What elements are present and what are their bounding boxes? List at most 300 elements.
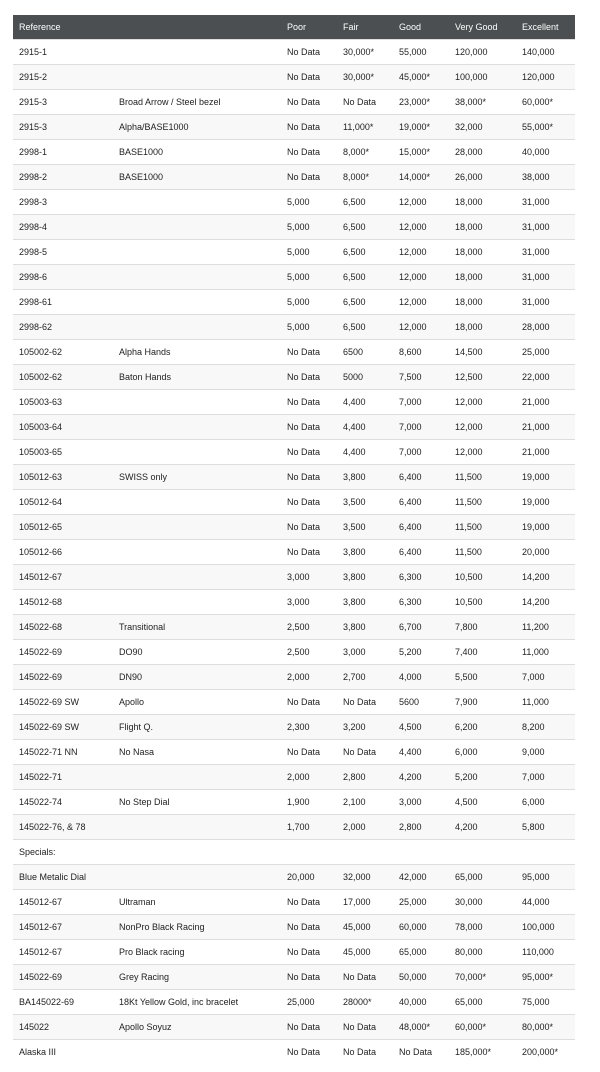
table-row	[13, 915, 575, 940]
table-row	[13, 1040, 575, 1065]
table-row	[13, 740, 575, 765]
table-row	[13, 265, 575, 290]
cell-fair: 3,500	[337, 490, 393, 515]
cell-very-good: 100,000	[449, 65, 516, 90]
table-body	[13, 40, 575, 1065]
table-row	[13, 790, 575, 815]
cell-good: 25,000	[393, 890, 449, 915]
cell-reference: 2998-2	[13, 165, 113, 190]
cell-fair: 3,800	[337, 590, 393, 615]
cell-description: 18Kt Yellow Gold, inc bracelet	[113, 990, 281, 1015]
price-table-container	[13, 15, 575, 1064]
price-table	[13, 15, 575, 1064]
cell-description	[113, 290, 281, 315]
cell-very-good: 18,000	[449, 215, 516, 240]
cell-excellent: 31,000	[516, 290, 575, 315]
cell-excellent: 40,000	[516, 140, 575, 165]
header-very-good: Very Good	[449, 15, 516, 40]
cell-good: No Data	[393, 1040, 449, 1065]
cell-reference: 2915-2	[13, 65, 113, 90]
cell-description	[113, 490, 281, 515]
cell-good: 12,000	[393, 265, 449, 290]
cell-reference: 145012-67	[13, 565, 113, 590]
cell-very-good: 12,000	[449, 390, 516, 415]
cell-very-good: 80,000	[449, 940, 516, 965]
cell-good: 14,000*	[393, 165, 449, 190]
cell-fair: 6,500	[337, 190, 393, 215]
cell-poor: No Data	[281, 540, 337, 565]
cell-excellent: 25,000	[516, 340, 575, 365]
cell-good: 12,000	[393, 190, 449, 215]
cell-good: 6,300	[393, 565, 449, 590]
cell-very-good: 12,500	[449, 365, 516, 390]
cell-excellent: 19,000	[516, 490, 575, 515]
table-row	[13, 390, 575, 415]
cell-excellent	[516, 840, 575, 865]
cell-very-good: 18,000	[449, 315, 516, 340]
cell-reference: 2915-3	[13, 90, 113, 115]
header-excellent: Excellent	[516, 15, 575, 40]
cell-reference: 105002-62	[13, 365, 113, 390]
cell-poor: 5,000	[281, 240, 337, 265]
cell-excellent: 38,000	[516, 165, 575, 190]
table-row	[13, 140, 575, 165]
cell-excellent: 11,200	[516, 615, 575, 640]
cell-good: 6,700	[393, 615, 449, 640]
cell-description	[113, 440, 281, 465]
cell-very-good: 6,000	[449, 740, 516, 765]
cell-very-good: 12,000	[449, 415, 516, 440]
cell-poor: 3,000	[281, 565, 337, 590]
cell-reference: 2998-3	[13, 190, 113, 215]
cell-excellent: 14,200	[516, 590, 575, 615]
cell-fair: 4,400	[337, 440, 393, 465]
cell-good: 5,200	[393, 640, 449, 665]
cell-good: 12,000	[393, 315, 449, 340]
cell-reference: 105012-63	[13, 465, 113, 490]
cell-description	[113, 390, 281, 415]
cell-good: 4,500	[393, 715, 449, 740]
cell-good: 12,000	[393, 240, 449, 265]
cell-reference: Blue Metalic Dial	[13, 865, 113, 890]
cell-very-good: 32,000	[449, 115, 516, 140]
cell-reference: 145022-71 NN	[13, 740, 113, 765]
cell-description	[113, 40, 281, 65]
cell-poor: 5,000	[281, 265, 337, 290]
cell-reference: 145022	[13, 1015, 113, 1040]
cell-good: 7,000	[393, 440, 449, 465]
cell-poor: 2,300	[281, 715, 337, 740]
cell-description: Alpha Hands	[113, 340, 281, 365]
cell-reference: 105012-66	[13, 540, 113, 565]
table-row	[13, 640, 575, 665]
cell-fair: 3,800	[337, 565, 393, 590]
cell-reference: 2998-5	[13, 240, 113, 265]
cell-excellent: 95,000*	[516, 965, 575, 990]
cell-reference: 2998-6	[13, 265, 113, 290]
cell-very-good: 11,500	[449, 490, 516, 515]
cell-good: 6,400	[393, 515, 449, 540]
cell-fair: 30,000*	[337, 65, 393, 90]
cell-poor	[281, 840, 337, 865]
cell-very-good: 10,500	[449, 590, 516, 615]
cell-reference: 145022-71	[13, 765, 113, 790]
header-poor: Poor	[281, 15, 337, 40]
cell-good: 45,000*	[393, 65, 449, 90]
table-row	[13, 190, 575, 215]
cell-fair: 3,800	[337, 465, 393, 490]
cell-excellent: 21,000	[516, 390, 575, 415]
cell-very-good: 185,000*	[449, 1040, 516, 1065]
cell-poor: No Data	[281, 340, 337, 365]
cell-fair: 2,100	[337, 790, 393, 815]
table-row	[13, 665, 575, 690]
cell-fair: 3,000	[337, 640, 393, 665]
cell-description	[113, 765, 281, 790]
cell-very-good: 6,200	[449, 715, 516, 740]
cell-very-good: 38,000*	[449, 90, 516, 115]
cell-reference: 145012-67	[13, 940, 113, 965]
cell-excellent: 7,000	[516, 765, 575, 790]
cell-very-good: 4,200	[449, 815, 516, 840]
cell-good: 6,400	[393, 490, 449, 515]
cell-description	[113, 590, 281, 615]
table-row	[13, 40, 575, 65]
cell-description: Alpha/BASE1000	[113, 115, 281, 140]
table-row	[13, 215, 575, 240]
cell-poor: 2,500	[281, 615, 337, 640]
table-row	[13, 540, 575, 565]
cell-description: Grey Racing	[113, 965, 281, 990]
cell-excellent: 5,800	[516, 815, 575, 840]
cell-description: NonPro Black Racing	[113, 915, 281, 940]
table-header	[13, 15, 575, 40]
cell-description	[113, 265, 281, 290]
cell-description	[113, 190, 281, 215]
cell-very-good: 7,800	[449, 615, 516, 640]
cell-reference: 2915-3	[13, 115, 113, 140]
cell-very-good: 78,000	[449, 915, 516, 940]
cell-fair: 8,000*	[337, 140, 393, 165]
cell-poor: No Data	[281, 490, 337, 515]
cell-good: 5600	[393, 690, 449, 715]
cell-very-good: 30,000	[449, 890, 516, 915]
cell-fair: 4,400	[337, 415, 393, 440]
cell-description: Apollo	[113, 690, 281, 715]
cell-poor: No Data	[281, 740, 337, 765]
cell-poor: No Data	[281, 140, 337, 165]
cell-very-good: 18,000	[449, 265, 516, 290]
cell-good: 12,000	[393, 290, 449, 315]
cell-reference: 145022-69	[13, 965, 113, 990]
cell-reference: 2998-4	[13, 215, 113, 240]
cell-fair: No Data	[337, 1015, 393, 1040]
cell-fair: 2,700	[337, 665, 393, 690]
cell-good: 6,400	[393, 465, 449, 490]
cell-excellent: 140,000	[516, 40, 575, 65]
cell-fair: 2,800	[337, 765, 393, 790]
cell-poor: No Data	[281, 90, 337, 115]
cell-very-good: 28,000	[449, 140, 516, 165]
cell-very-good: 120,000	[449, 40, 516, 65]
cell-fair: No Data	[337, 965, 393, 990]
cell-description	[113, 565, 281, 590]
cell-poor: No Data	[281, 515, 337, 540]
cell-description: No Step Dial	[113, 790, 281, 815]
cell-fair: No Data	[337, 1040, 393, 1065]
cell-fair: 3,200	[337, 715, 393, 740]
cell-good: 6,300	[393, 590, 449, 615]
cell-excellent: 8,200	[516, 715, 575, 740]
table-row	[13, 865, 575, 890]
cell-reference: Alaska III	[13, 1040, 113, 1065]
cell-reference: 2915-1	[13, 40, 113, 65]
cell-excellent: 22,000	[516, 365, 575, 390]
cell-description: DO90	[113, 640, 281, 665]
table-row	[13, 715, 575, 740]
cell-excellent: 11,000	[516, 640, 575, 665]
table-row	[13, 90, 575, 115]
cell-reference: 145022-76, & 78	[13, 815, 113, 840]
cell-very-good: 11,500	[449, 540, 516, 565]
cell-description: Broad Arrow / Steel bezel	[113, 90, 281, 115]
header-fair: Fair	[337, 15, 393, 40]
cell-excellent: 19,000	[516, 465, 575, 490]
cell-very-good: 26,000	[449, 165, 516, 190]
cell-good: 3,000	[393, 790, 449, 815]
cell-very-good: 7,900	[449, 690, 516, 715]
cell-excellent: 44,000	[516, 890, 575, 915]
cell-very-good: 65,000	[449, 865, 516, 890]
cell-good: 6,400	[393, 540, 449, 565]
table-row	[13, 290, 575, 315]
cell-excellent: 95,000	[516, 865, 575, 890]
table-row	[13, 765, 575, 790]
table-row	[13, 815, 575, 840]
table-row	[13, 240, 575, 265]
cell-reference: BA145022-69	[13, 990, 113, 1015]
cell-very-good: 7,400	[449, 640, 516, 665]
cell-poor: 20,000	[281, 865, 337, 890]
cell-very-good: 12,000	[449, 440, 516, 465]
cell-poor: 5,000	[281, 215, 337, 240]
cell-poor: 5,000	[281, 190, 337, 215]
table-row	[13, 165, 575, 190]
cell-poor: No Data	[281, 415, 337, 440]
cell-poor: No Data	[281, 940, 337, 965]
table-row	[13, 65, 575, 90]
cell-good: 7,500	[393, 365, 449, 390]
cell-excellent: 19,000	[516, 515, 575, 540]
header-reference: Reference	[13, 15, 113, 40]
cell-fair: 6500	[337, 340, 393, 365]
cell-poor: No Data	[281, 390, 337, 415]
cell-poor: 2,000	[281, 765, 337, 790]
cell-good: 65,000	[393, 940, 449, 965]
cell-very-good: 18,000	[449, 290, 516, 315]
cell-good: 42,000	[393, 865, 449, 890]
cell-reference: 105012-64	[13, 490, 113, 515]
cell-excellent: 9,000	[516, 740, 575, 765]
table-row	[13, 415, 575, 440]
cell-description	[113, 1040, 281, 1065]
cell-description: DN90	[113, 665, 281, 690]
table-row	[13, 840, 575, 865]
cell-good: 12,000	[393, 215, 449, 240]
cell-fair: 6,500	[337, 315, 393, 340]
cell-poor: 2,500	[281, 640, 337, 665]
cell-fair: 3,800	[337, 615, 393, 640]
cell-excellent: 100,000	[516, 915, 575, 940]
cell-poor: No Data	[281, 890, 337, 915]
cell-description	[113, 240, 281, 265]
header-row	[13, 15, 575, 40]
cell-reference: 145022-74	[13, 790, 113, 815]
cell-good: 15,000*	[393, 140, 449, 165]
table-row	[13, 315, 575, 340]
cell-description: No Nasa	[113, 740, 281, 765]
cell-very-good: 11,500	[449, 515, 516, 540]
cell-poor: No Data	[281, 915, 337, 940]
table-row	[13, 590, 575, 615]
cell-excellent: 75,000	[516, 990, 575, 1015]
cell-description: Flight Q.	[113, 715, 281, 740]
table-row	[13, 515, 575, 540]
cell-poor: No Data	[281, 1040, 337, 1065]
cell-good: 50,000	[393, 965, 449, 990]
cell-good: 23,000*	[393, 90, 449, 115]
cell-reference: 145022-69 SW	[13, 690, 113, 715]
cell-very-good	[449, 840, 516, 865]
cell-poor: 25,000	[281, 990, 337, 1015]
cell-reference: 105003-63	[13, 390, 113, 415]
cell-fair: 32,000	[337, 865, 393, 890]
cell-fair: 45,000	[337, 940, 393, 965]
cell-good: 48,000*	[393, 1015, 449, 1040]
cell-fair: No Data	[337, 690, 393, 715]
cell-poor: No Data	[281, 115, 337, 140]
cell-poor: 1,700	[281, 815, 337, 840]
cell-reference: 105002-62	[13, 340, 113, 365]
cell-good: 55,000	[393, 40, 449, 65]
cell-poor: 2,000	[281, 665, 337, 690]
cell-fair: No Data	[337, 90, 393, 115]
cell-reference: 105003-65	[13, 440, 113, 465]
cell-very-good: 65,000	[449, 990, 516, 1015]
cell-poor: No Data	[281, 65, 337, 90]
table-row	[13, 115, 575, 140]
cell-reference: 2998-1	[13, 140, 113, 165]
cell-very-good: 5,200	[449, 765, 516, 790]
cell-description	[113, 215, 281, 240]
cell-poor: No Data	[281, 365, 337, 390]
cell-description: SWISS only	[113, 465, 281, 490]
cell-good: 7,000	[393, 390, 449, 415]
table-row	[13, 490, 575, 515]
cell-fair: 17,000	[337, 890, 393, 915]
table-row	[13, 340, 575, 365]
cell-description: Baton Hands	[113, 365, 281, 390]
cell-description	[113, 415, 281, 440]
cell-fair: 6,500	[337, 215, 393, 240]
cell-very-good: 60,000*	[449, 1015, 516, 1040]
cell-very-good: 18,000	[449, 190, 516, 215]
cell-description: BASE1000	[113, 140, 281, 165]
cell-excellent: 21,000	[516, 440, 575, 465]
cell-excellent: 31,000	[516, 240, 575, 265]
cell-fair: 11,000*	[337, 115, 393, 140]
cell-description	[113, 515, 281, 540]
cell-reference: 145012-68	[13, 590, 113, 615]
table-row	[13, 440, 575, 465]
cell-good: 40,000	[393, 990, 449, 1015]
cell-fair: 3,800	[337, 540, 393, 565]
table-row	[13, 465, 575, 490]
cell-fair: 2,000	[337, 815, 393, 840]
table-row	[13, 690, 575, 715]
cell-excellent: 20,000	[516, 540, 575, 565]
table-row	[13, 990, 575, 1015]
cell-excellent: 7,000	[516, 665, 575, 690]
cell-excellent: 21,000	[516, 415, 575, 440]
cell-fair: 30,000*	[337, 40, 393, 65]
cell-fair: 3,500	[337, 515, 393, 540]
cell-fair: 8,000*	[337, 165, 393, 190]
cell-fair: 6,500	[337, 265, 393, 290]
table-row	[13, 365, 575, 390]
cell-fair: 28000*	[337, 990, 393, 1015]
cell-description	[113, 315, 281, 340]
cell-description	[113, 65, 281, 90]
cell-fair: 6,500	[337, 290, 393, 315]
cell-very-good: 10,500	[449, 565, 516, 590]
cell-reference: 105003-64	[13, 415, 113, 440]
cell-description: Ultraman	[113, 890, 281, 915]
cell-good: 60,000	[393, 915, 449, 940]
cell-excellent: 31,000	[516, 215, 575, 240]
cell-reference: 105012-65	[13, 515, 113, 540]
cell-poor: No Data	[281, 40, 337, 65]
cell-reference: 2998-61	[13, 290, 113, 315]
cell-very-good: 11,500	[449, 465, 516, 490]
cell-excellent: 31,000	[516, 265, 575, 290]
cell-excellent: 200,000*	[516, 1040, 575, 1065]
cell-excellent: 80,000*	[516, 1015, 575, 1040]
table-row	[13, 940, 575, 965]
cell-poor: 3,000	[281, 590, 337, 615]
cell-description: Transitional	[113, 615, 281, 640]
cell-excellent: 60,000*	[516, 90, 575, 115]
cell-good: 19,000*	[393, 115, 449, 140]
cell-reference: 145012-67	[13, 890, 113, 915]
cell-description	[113, 815, 281, 840]
cell-good: 8,600	[393, 340, 449, 365]
cell-fair: 45,000	[337, 915, 393, 940]
cell-description	[113, 865, 281, 890]
cell-fair: 6,500	[337, 240, 393, 265]
cell-poor: No Data	[281, 165, 337, 190]
cell-reference: 145022-68	[13, 615, 113, 640]
cell-good: 2,800	[393, 815, 449, 840]
cell-good: 7,000	[393, 415, 449, 440]
cell-good: 4,000	[393, 665, 449, 690]
cell-excellent: 14,200	[516, 565, 575, 590]
table-row	[13, 1015, 575, 1040]
cell-poor: No Data	[281, 440, 337, 465]
cell-fair: No Data	[337, 740, 393, 765]
cell-good	[393, 840, 449, 865]
cell-excellent: 28,000	[516, 315, 575, 340]
